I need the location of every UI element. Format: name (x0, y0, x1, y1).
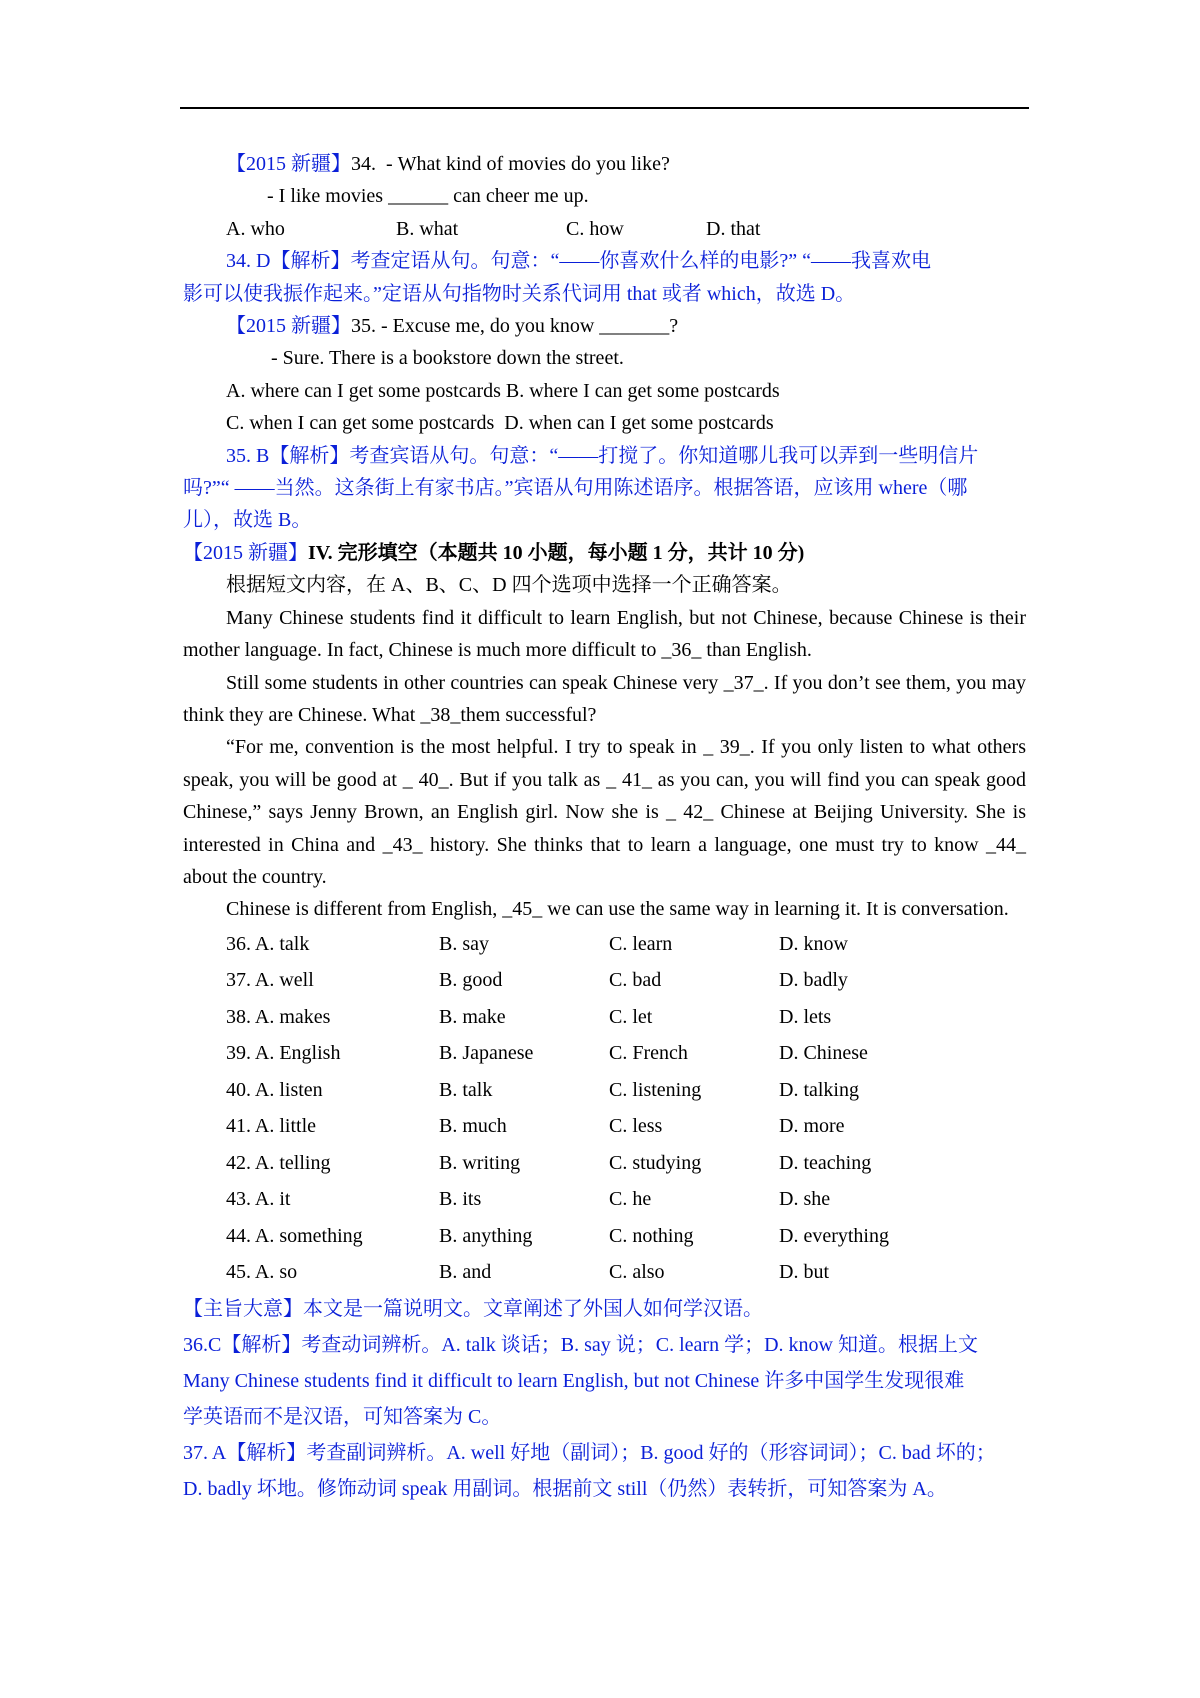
q35-question-line (183, 310, 1026, 342)
choice-b: B. writing (439, 1151, 521, 1174)
choice-row-45 (226, 1254, 889, 1291)
choice-d: D. she (779, 1188, 831, 1211)
q34-analysis-line1: 34. D【解析】考查定语从句。句意：“——你喜欢什么样的电影?” “——我喜欢电 (226, 250, 931, 273)
choice-row-43 (226, 1181, 889, 1218)
choice-c: C. studying (609, 1151, 702, 1174)
choice-d: D. teaching (779, 1151, 872, 1174)
choice-a: 44. A. something (226, 1224, 363, 1247)
analysis36-line3: 学英语而不是汉语，可知答案为 C。 (183, 1405, 502, 1428)
choice-row-38 (226, 999, 889, 1036)
choice-row-36 (226, 926, 889, 963)
choice-d: D. talking (779, 1078, 859, 1101)
choice-d: D. but (779, 1261, 829, 1284)
cloze-tag: 【2015 新疆】 (183, 541, 308, 564)
choice-c: C. he (609, 1188, 652, 1211)
choice-b: B. anything (439, 1224, 533, 1247)
choice-row-40 (226, 1072, 889, 1109)
q34-option-c: C. how (566, 217, 624, 240)
q35-options-line2: C. when I can get some postcards D. when can I get some postcards (226, 412, 774, 435)
q35-answer-line: - Sure. There is a bookstore down the street. (271, 347, 624, 370)
q34-option-a: A. who (226, 217, 285, 240)
q34-tag: 【2015 新疆】 (226, 153, 351, 175)
choice-a: 43. A. it (226, 1188, 291, 1211)
choice-a: 36. A. talk (226, 932, 310, 955)
choice-a: 37. A. well (226, 969, 314, 992)
q34-answer-line: - I like movies ______ can cheer me up. (267, 185, 589, 208)
cloze-paragraph-2: Still some students in other countries can speak Chinese very _37_. If you don’t see them, you may think they are Chinese. What _38_them successful? (183, 671, 1026, 726)
choice-c: C. nothing (609, 1224, 694, 1247)
cloze-paragraph-4: Chinese is different from English, _45_ we can use the same way in learning it. It is conversation. (226, 898, 1009, 921)
cloze-heading-line (183, 537, 1026, 569)
cloze-paragraph-1: Many Chinese students find it difficult to learn English, but not Chinese, because Chinese is their mother language. In fact, Chinese is much more difficult to _36_ than English. (183, 606, 1026, 662)
choice-b: B. talk (439, 1078, 493, 1101)
choice-b: B. make (439, 1005, 506, 1028)
choice-b: B. Japanese (439, 1042, 534, 1065)
choice-row-41 (226, 1108, 889, 1145)
choice-d: D. more (779, 1115, 845, 1138)
document-page (183, 148, 1026, 1507)
choice-a: 45. A. so (226, 1261, 298, 1284)
header-rule (180, 107, 1029, 109)
q35-options-line1: A. where can I get some postcards B. where I can get some postcards (226, 379, 780, 402)
cloze-instruction: 根据短文内容，在 A、B、C、D 四个选项中选择一个正确答案。 (226, 574, 792, 597)
choice-a: 40. A. listen (226, 1078, 323, 1101)
choice-b: B. good (439, 969, 503, 992)
choice-d: D. badly (779, 969, 848, 992)
choice-b: B. much (439, 1115, 507, 1138)
choice-row-37 (226, 962, 889, 999)
q34-option-d: D. that (706, 217, 761, 240)
choice-d: D. lets (779, 1005, 832, 1028)
choice-d: D. everything (779, 1224, 889, 1247)
choice-c: C. bad (609, 969, 662, 992)
analysis37-line1: 37. A【解析】考查副词辨析。A. well 好地（副词）；B. good 好的（形容词词）；C. bad 坏的； (183, 1441, 996, 1464)
choice-b: B. say (439, 932, 489, 955)
choice-a: 41. A. little (226, 1115, 316, 1138)
cloze-choices-table (226, 926, 889, 1291)
choice-b: B. its (439, 1188, 482, 1211)
q35-question: 35. - Excuse me, do you know _______? (351, 315, 679, 338)
choice-a: 38. A. makes (226, 1005, 331, 1028)
q35-analysis-line3: 儿），故选 B。 (183, 509, 312, 532)
choice-d: D. Chinese (779, 1042, 868, 1065)
choice-c: C. French (609, 1042, 688, 1065)
q34-question: 34. - What kind of movies do you like? (351, 153, 670, 175)
cloze-paragraph-3: “For me, convention is the most helpful. I try to speak in _ 39_. If you only listen to what others speak, you will be good at _ 40_. But if you talk as _ 41_ as you can, you will find you can speak good Chinese,” says Jenny Brown, an English girl. Now she is _ 42_ Chinese at Beijing University. She is interested in China and _43_ history. She thinks that to learn a language, one must try to know _44_ about the country. (183, 736, 1026, 888)
choice-c: C. let (609, 1005, 653, 1028)
q35-analysis-line1: 35. B【解析】考查宾语从句。句意：“——打搅了。你知道哪儿我可以弄到一些明信片 (226, 444, 979, 467)
q35-tag: 【2015 新疆】 (226, 315, 351, 338)
q34-analysis-line2: 影可以使我振作起来。”定语从句指物时关系代词用 that 或者 which，故选 D。 (183, 282, 856, 305)
choice-c: C. learn (609, 932, 673, 955)
choice-c: C. also (609, 1261, 665, 1284)
analysis37-line2: D. badly 坏地。修饰动词 speak 用副词。根据前文 still（仍然）表转折，可知答案为 A。 (183, 1477, 947, 1500)
summary: 【主旨大意】本文是一篇说明文。文章阐述了外国人如何学汉语。 (183, 1297, 763, 1320)
choice-a: 39. A. English (226, 1042, 341, 1065)
choice-row-39 (226, 1035, 889, 1072)
choice-a: 42. A. telling (226, 1151, 331, 1174)
q34-option-b: B. what (396, 217, 459, 240)
analysis36-line1: 36.C【解析】考查动词辨析。A. talk 谈话；B. say 说；C. learn 学；D. know 知道。根据上文 (183, 1333, 978, 1356)
choice-d: D. know (779, 932, 848, 955)
choice-b: B. and (439, 1261, 492, 1284)
choice-row-42 (226, 1145, 889, 1182)
q34-question-line (183, 148, 1026, 180)
analysis36-line2: Many Chinese students find it difficult to learn English, but not Chinese 许多中国学生发现很难 (183, 1369, 965, 1392)
choice-c: C. listening (609, 1078, 702, 1101)
cloze-heading: IV. 完形填空（本题共 10 小题，每小题 1 分，共计 10 分) (308, 541, 805, 564)
choice-c: C. less (609, 1115, 663, 1138)
choice-row-44 (226, 1218, 889, 1255)
q35-analysis-line2: 吗?”“ ——当然。这条街上有家书店。”宾语从句用陈述语序。根据答语，应该用 where（哪 (183, 477, 968, 500)
q34-options (183, 213, 1026, 245)
